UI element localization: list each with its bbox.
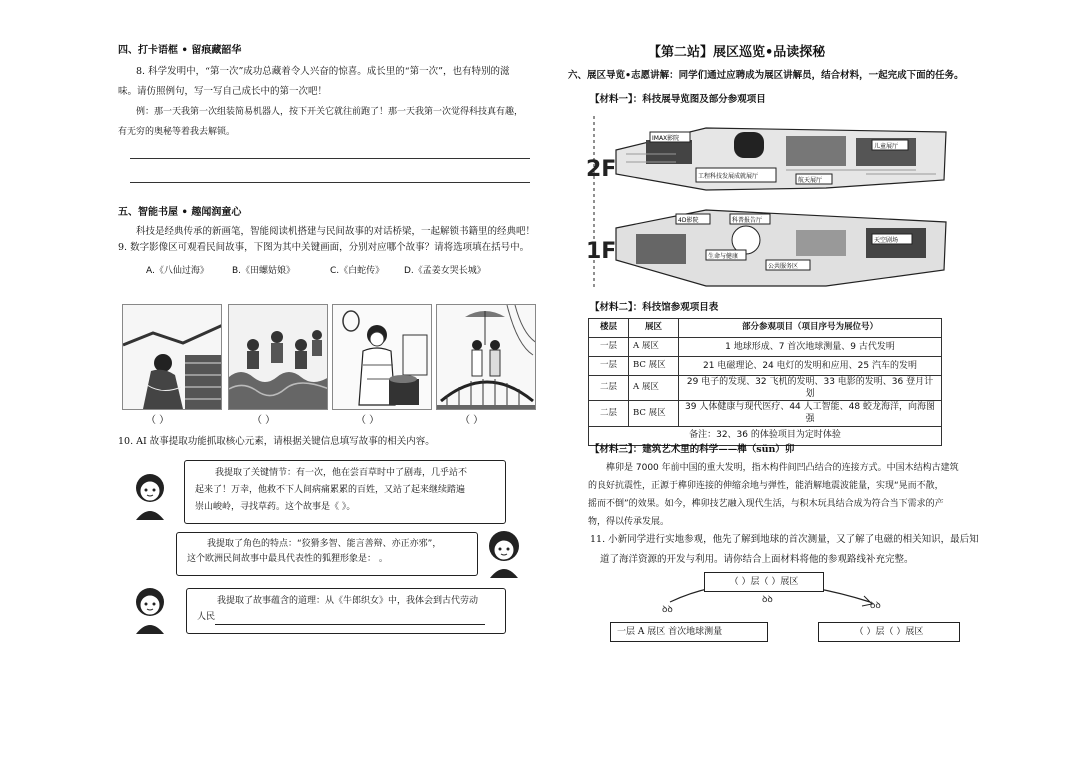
bubble-1-line3[interactable]: 崇山峻岭，寻找草药。这个故事是《 》。 — [195, 502, 356, 513]
section-6-title: 六、展区导览•志愿讲解：同学们通过应聘成为展区讲解员，结合材料，一起完成下面的任务。 — [568, 70, 964, 81]
table-header-zone: 展区 — [629, 319, 679, 338]
table-cell: 1 地球形成、7 首次地球测量、9 古代发明 — [679, 338, 942, 357]
material-3-line1: 榫卯是 7000 年前中国的重大发明，指木构件间凹凸结合的连接方式。中国木结构古建筑 — [606, 463, 959, 473]
table-row — [589, 401, 942, 426]
option-c: C.《白蛇传》 — [330, 266, 385, 276]
route-step-1-box: 一层 A 展区 首次地球测量 — [610, 622, 768, 642]
option-a: A.《八仙过海》 — [146, 266, 209, 276]
example-line1: 例：那一天我第一次组装简易机器人，按下开关它就往前跑了！那一天我第一次觉得科技真有趣， — [136, 107, 524, 117]
material-3-title: 【材料三】：建筑艺术里的科学——榫（sǔn）卯 — [590, 444, 795, 455]
table-cell: A 展区 — [629, 338, 679, 357]
table-cell: 二层 — [589, 401, 629, 426]
table-cell: 一层 — [589, 338, 629, 357]
table-cell: A 展区 — [629, 376, 679, 401]
material-1-title: 【材料一】：科技展导览图及部分参观项目 — [590, 94, 766, 105]
answer-paren-1[interactable]: （ ） — [146, 415, 170, 426]
white-snake-illustration — [436, 304, 536, 410]
map-1f-label-4d: 4D影院 — [678, 217, 699, 224]
boy-avatar-1 — [130, 470, 170, 525]
bubble-3-answer-prefix: 人民 — [197, 612, 216, 623]
map-1f-label-service: 公共服务区 — [768, 263, 799, 270]
table-note-row — [589, 426, 942, 445]
bubble-3-line1: 我提取了故事蕴含的道理：从《牛郎织女》中，我体会到古代劳动 — [217, 596, 479, 606]
station-title: 【第二站】展区巡览•品读探秘 — [648, 45, 826, 60]
table-cell: BC 展区 — [629, 357, 679, 376]
section-4-title: 四、打卡语框 • 留痕藏韶华 — [118, 45, 242, 56]
material-3-line4: 物，得以传承发展。 — [588, 517, 670, 527]
question-11-line1: 11. 小新同学进行实地参观，他先了解到地球的首次测量，又了解了电磁的相关知识，最后知 — [590, 534, 979, 545]
table-cell: 二层 — [589, 376, 629, 401]
section-5-intro: 科技是经典传承的新画笔，智能阅读机搭建与民间故事的对话桥梁，一起解锁书籍里的经典吧！ — [136, 226, 536, 237]
bubble-3-answer-line[interactable] — [215, 624, 485, 625]
route-step-2-box[interactable]: （ ）层（ ）展区 — [704, 572, 824, 592]
table-cell: 一层 — [589, 357, 629, 376]
table-row — [589, 376, 942, 401]
question-8-line1: 8. 科学发明中，“第一次”成功总藏着令人兴奋的惊喜。成长里的“第一次”，也有特别的滋 — [136, 66, 510, 77]
svg-text:ꝺꝺ: ꝺꝺ — [662, 605, 673, 615]
section-5-title: 五、智能书屋 • 趣闻润童心 — [118, 207, 242, 218]
map-1f-label-life: 生命与健康 — [708, 253, 739, 260]
floor-1-label: 1F — [586, 239, 617, 264]
map-2f-label-space: 航天展厅 — [798, 177, 823, 184]
question-11-line2: 道了海洋资源的开发与利用。请你结合上面材料将他的参观路线补充完整。 — [600, 554, 914, 565]
option-d: D.《孟姜女哭长城》 — [404, 266, 486, 276]
bubble-1-line1: 我提取了关键情节：有一次，他在尝百草时中了剧毒，几乎站不 — [215, 468, 468, 478]
floor-2-label: 2F — [586, 157, 617, 182]
table-header-floor: 楼层 — [589, 319, 629, 338]
table-cell: 39 人体健康与现代医疗、44 人工智能、48 蛟龙海洋，向海图强 — [679, 401, 942, 426]
great-wall-illustration — [122, 304, 222, 410]
bubble-2-line1: 我提取了角色的特点：“狡猾多智、能言善辩、亦正亦邪”， — [207, 539, 442, 549]
eight-immortals-illustration — [228, 304, 328, 410]
answer-paren-2[interactable]: （ ） — [252, 415, 276, 426]
material-3-line2: 的良好抗震性，正源于榫卯连接的伸缩余地与弹性，能消解地震波能量，实现“晃而不散， — [588, 481, 944, 491]
table-cell: BC 展区 — [629, 401, 679, 426]
bubble-1-line2: 起来了！万幸，他救不下人间病痛累累的百姓，又站了起来继续踏遍 — [195, 485, 466, 496]
svg-text:ꝺꝺ: ꝺꝺ — [762, 595, 773, 605]
boy-avatar-2 — [130, 584, 170, 639]
speech-bubble-2 — [176, 532, 478, 576]
option-b: B.《田螺姑娘》 — [232, 266, 296, 276]
map-2f-label-engineering: 工程科技发展成就展厅 — [698, 173, 759, 180]
map-2f-label-children: 儿童展厅 — [874, 143, 899, 150]
table-header-row — [589, 319, 942, 338]
map-1f-label-sky: 天空剧场 — [874, 237, 899, 244]
answer-line-2[interactable] — [130, 182, 530, 183]
question-9: 9. 数字影像区可观看民间故事，下图为其中关键画面，分别对应哪个故事？请将选项填在括号中。 — [118, 242, 530, 253]
visit-items-table — [588, 318, 942, 446]
question-8-line2: 味。请仿照例句，写一写自己成长中的第一次吧！ — [118, 86, 328, 97]
material-3-line3: 摇而不倒”的效果。如今，榫卯技艺融入现代生活，与积木玩具结合成为符合当下需求的产 — [588, 499, 944, 509]
table-row — [589, 357, 942, 376]
table-header-items: 部分参观项目（项目序号为展位号） — [679, 319, 942, 338]
answer-line-1[interactable] — [130, 158, 530, 159]
table-row — [589, 338, 942, 357]
table-cell: 29 电子的发现、32 飞机的发明、33 电影的发明、36 登月计划 — [679, 376, 942, 401]
map-1f-label-lecture: 科普报告厅 — [732, 217, 763, 224]
bubble-2-line2[interactable]: 这个欧洲民间故事中最具代表性的狐狸形象是： 。 — [187, 554, 388, 565]
material-2-title: 【材料二】：科技馆参观项目表 — [590, 302, 719, 313]
bubble-3-line2[interactable] — [197, 609, 495, 625]
map-2f-label-imax: IMAX影院 — [652, 135, 680, 142]
table-cell: 21 电磁理论、24 电灯的发明和应用、25 汽车的发明 — [679, 357, 942, 376]
table-note: 备注：32、36 的体验项目为定时体验 — [589, 426, 942, 445]
answer-paren-4[interactable]: （ ） — [460, 415, 484, 426]
svg-text:ꝺꝺ: ꝺꝺ — [870, 601, 881, 611]
speech-bubble-1 — [184, 460, 506, 524]
answer-paren-3[interactable]: （ ） — [356, 415, 380, 426]
route-step-3-box[interactable]: （ ）层（ ）展区 — [818, 622, 960, 642]
example-line2: 有无穷的奥秘等着我去解锁。 — [118, 127, 236, 137]
question-10: 10. AI 故事提取功能抓取核心元素，请根据关键信息填写故事的相关内容。 — [118, 436, 435, 447]
speech-bubble-3 — [186, 588, 506, 634]
floor-map — [586, 110, 956, 300]
girl-avatar — [484, 528, 524, 583]
snail-girl-illustration — [332, 304, 432, 410]
